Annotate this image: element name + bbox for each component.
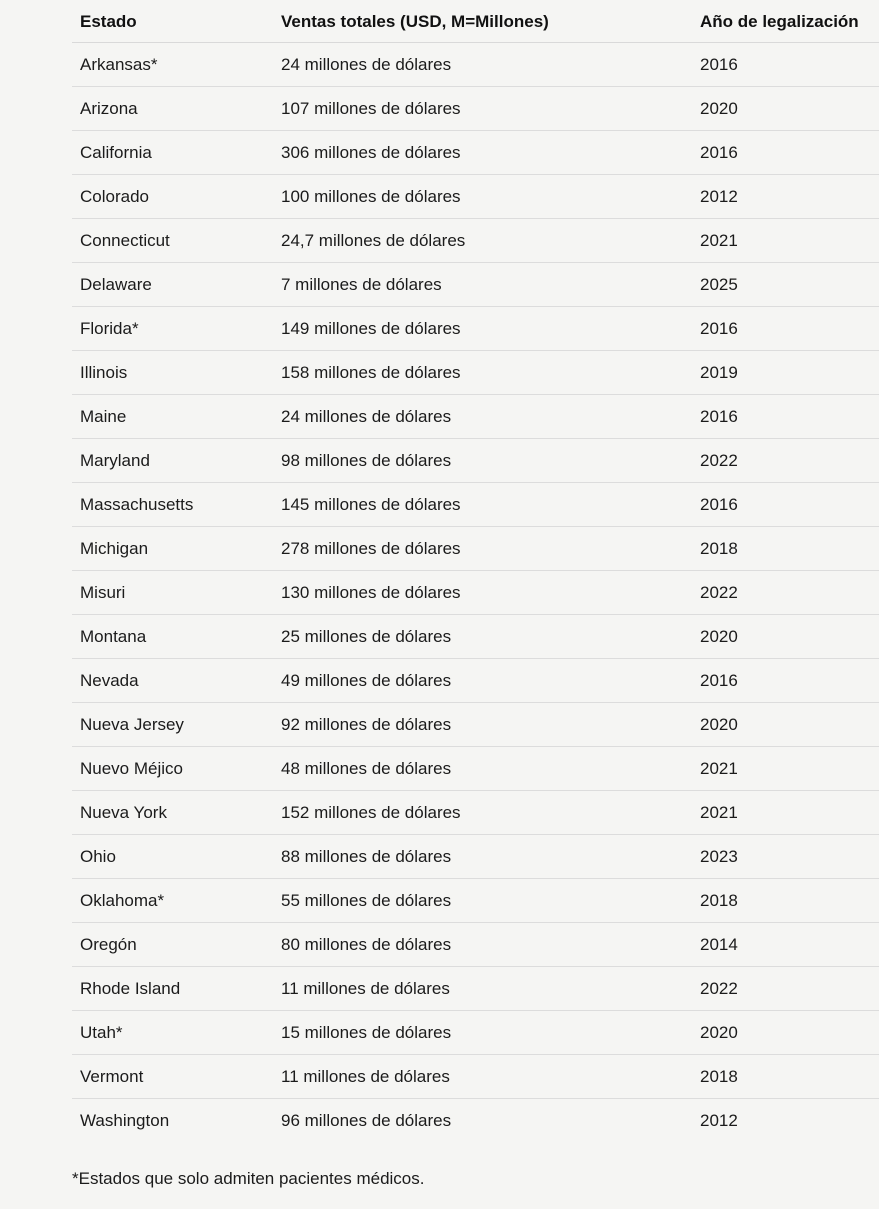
cell-estado: Nuevo Méjico <box>72 747 273 791</box>
table-row <box>72 835 879 879</box>
cell-estado: Oregón <box>72 923 273 967</box>
cell-anio: 2019 <box>692 351 879 395</box>
cell-ventas: 145 millones de dólares <box>273 483 692 527</box>
cell-estado: Michigan <box>72 527 273 571</box>
cell-estado: Colorado <box>72 175 273 219</box>
cell-estado: Massachusetts <box>72 483 273 527</box>
table-row <box>72 483 879 527</box>
cell-ventas: 278 millones de dólares <box>273 527 692 571</box>
column-header-anio-legalizacion: Año de legalización <box>692 0 879 43</box>
medical-patients-footnote: *Estados que solo admiten pacientes médicos. <box>72 1169 425 1188</box>
cell-anio: 2016 <box>692 307 879 351</box>
cell-anio: 2016 <box>692 131 879 175</box>
cell-ventas: 11 millones de dólares <box>273 1055 692 1099</box>
cell-anio: 2018 <box>692 527 879 571</box>
table-row <box>72 1011 879 1055</box>
cell-ventas: 49 millones de dólares <box>273 659 692 703</box>
table-row <box>72 747 879 791</box>
cell-estado: California <box>72 131 273 175</box>
table-row <box>72 879 879 923</box>
table-row <box>72 131 879 175</box>
table-row <box>72 395 879 439</box>
table-row <box>72 175 879 219</box>
cell-anio: 2021 <box>692 791 879 835</box>
cell-anio: 2022 <box>692 571 879 615</box>
cell-estado: Illinois <box>72 351 273 395</box>
cell-anio: 2012 <box>692 175 879 219</box>
table-row <box>72 703 879 747</box>
table-row <box>72 43 879 87</box>
cell-ventas: 24,7 millones de dólares <box>273 219 692 263</box>
cell-ventas: 96 millones de dólares <box>281 1111 452 1130</box>
table-body <box>72 43 879 1143</box>
cell-ventas: 92 millones de dólares <box>273 703 692 747</box>
cell-anio: 2022 <box>692 967 879 1011</box>
table-row <box>72 263 879 307</box>
table-row <box>72 1099 879 1143</box>
cell-anio: 2020 <box>692 703 879 747</box>
cell-anio: 2021 <box>692 747 879 791</box>
cell-estado: Delaware <box>72 263 273 307</box>
cell-ventas: 152 millones de dólares <box>273 791 692 835</box>
cell-anio: 2025 <box>692 263 879 307</box>
cell-estado: Ohio <box>72 835 273 879</box>
cell-ventas: 158 millones de dólares <box>273 351 692 395</box>
cell-ventas: 107 millones de dólares <box>273 87 692 131</box>
cell-anio: 2016 <box>692 483 879 527</box>
cell-ventas: 15 millones de dólares <box>273 1011 692 1055</box>
cell-estado: Washington <box>80 1111 170 1130</box>
cell-estado: Nueva Jersey <box>72 703 273 747</box>
cell-ventas: 98 millones de dólares <box>273 439 692 483</box>
table-row <box>72 791 879 835</box>
table-row <box>72 615 879 659</box>
table-row <box>72 923 879 967</box>
cell-ventas: 55 millones de dólares <box>273 879 692 923</box>
cell-ventas: 88 millones de dólares <box>273 835 692 879</box>
cell-anio: 2020 <box>692 1011 879 1055</box>
table-row <box>72 967 879 1011</box>
cell-ventas: 7 millones de dólares <box>273 263 692 307</box>
cell-ventas: 25 millones de dólares <box>273 615 692 659</box>
table-row <box>72 659 879 703</box>
cell-ventas: 149 millones de dólares <box>273 307 692 351</box>
cell-anio: 2018 <box>692 1055 879 1099</box>
table-row <box>72 1055 879 1099</box>
table-row <box>72 219 879 263</box>
cell-ventas: 306 millones de dólares <box>273 131 692 175</box>
cell-estado: Maine <box>72 395 273 439</box>
cell-ventas: 24 millones de dólares <box>273 395 692 439</box>
cell-ventas: 48 millones de dólares <box>273 747 692 791</box>
cell-estado: Misuri <box>72 571 273 615</box>
cell-anio: 2020 <box>692 615 879 659</box>
cell-anio: 2016 <box>692 659 879 703</box>
cell-anio: 2018 <box>692 879 879 923</box>
cell-ventas: 11 millones de dólares <box>273 967 692 1011</box>
cell-estado: Oklahoma* <box>72 879 273 923</box>
cell-ventas: 130 millones de dólares <box>273 571 692 615</box>
sales-by-state-table <box>72 0 879 1142</box>
cell-anio: 2023 <box>692 835 879 879</box>
table-row <box>72 439 879 483</box>
column-header-ventas-totales: Ventas totales (USD, M=Millones) <box>273 0 692 43</box>
cell-estado: Arizona <box>72 87 273 131</box>
cell-anio: 2014 <box>692 923 879 967</box>
table-row <box>72 571 879 615</box>
cell-estado: Nevada <box>72 659 273 703</box>
cell-ventas: 24 millones de dólares <box>273 43 692 87</box>
cell-estado: Rhode Island <box>72 967 273 1011</box>
cell-anio: 2022 <box>692 439 879 483</box>
cell-anio: 2016 <box>692 395 879 439</box>
cell-estado: Utah* <box>72 1011 273 1055</box>
header-row <box>72 0 879 43</box>
cell-ventas: 80 millones de dólares <box>273 923 692 967</box>
cell-anio: 2012 <box>700 1111 738 1130</box>
cell-estado: Montana <box>72 615 273 659</box>
cell-anio: 2020 <box>692 87 879 131</box>
cell-estado: Arkansas* <box>72 43 273 87</box>
table-row <box>72 87 879 131</box>
cell-estado: Maryland <box>72 439 273 483</box>
table-header <box>72 0 879 43</box>
cell-estado: Florida* <box>72 307 273 351</box>
column-header-estado: Estado <box>72 0 273 43</box>
table-row <box>72 351 879 395</box>
table-row <box>72 307 879 351</box>
cell-ventas: 100 millones de dólares <box>273 175 692 219</box>
table-row <box>72 527 879 571</box>
cell-anio: 2021 <box>692 219 879 263</box>
cell-estado: Connecticut <box>72 219 273 263</box>
cell-anio: 2016 <box>692 43 879 87</box>
cell-estado: Nueva York <box>72 791 273 835</box>
cell-estado: Vermont <box>72 1055 273 1099</box>
